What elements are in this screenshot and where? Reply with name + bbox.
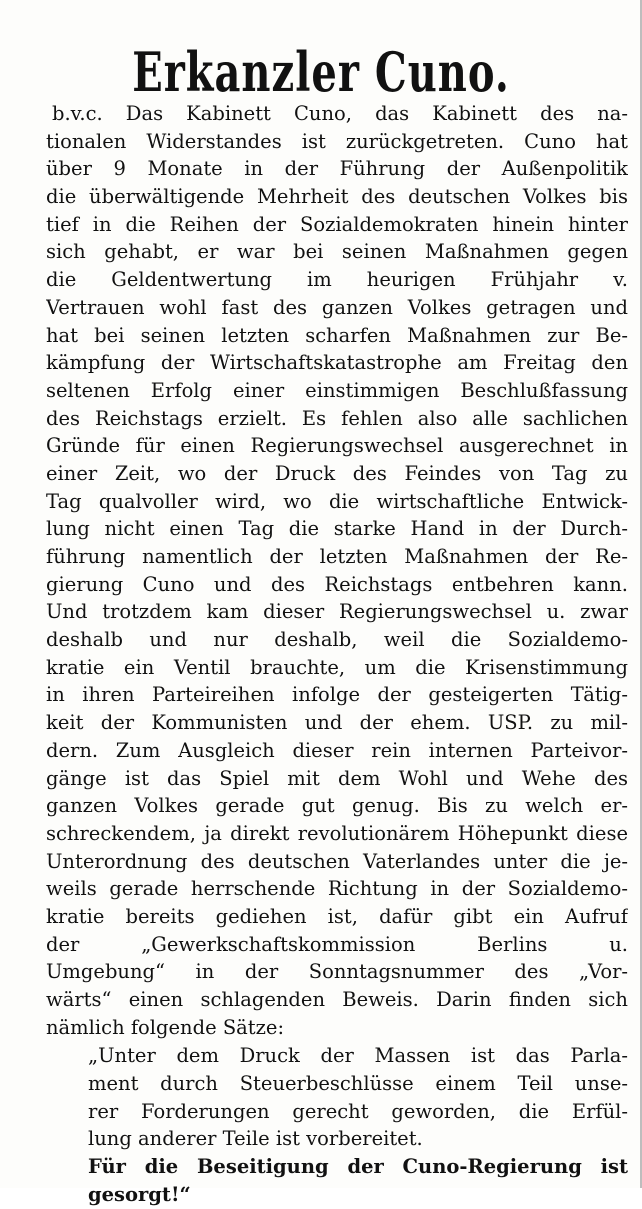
body-line: weils gerade herrschende Richtung in der Sozialdemo- [46, 877, 628, 901]
body-line: Vertrauen wohl fast des ganzen Volkes getragen und [46, 295, 628, 319]
body-line: seltenen Erfolg einer einstimmigen Beschlußfassung [46, 378, 628, 402]
body-line: gierung Cuno und des Reichstags entbehren kann. [46, 572, 628, 596]
body-line: Gründe für einen Regierungswechsel ausgerechnet in [46, 434, 628, 458]
body-line: Umgebung“ in der Sonntagsnummer des „Vor- [46, 960, 628, 984]
article-body [46, 100, 628, 1209]
body-line: schreckendem, ja direkt revolutionärem Höhepunkt diese [46, 821, 628, 845]
body-line: wärts“ einen schlagenden Beweis. Darin finden sich [46, 988, 628, 1011]
body-line: deshalb und nur deshalb, weil die Sozialdemo- [46, 628, 628, 652]
article-headline: Erkanzler Cuno. [132, 40, 510, 105]
quote-line: ment durch Steuerbeschlüsse einem Teil unse- [88, 1072, 628, 1096]
body-line: Und trotzdem kam dieser Regierungswechsel u. zwar [46, 600, 628, 624]
body-line: über 9 Monate in der Führung der Außenpolitik [46, 157, 628, 181]
body-line: kämpfung der Wirtschaftskatastrophe am Freitag den [46, 351, 628, 375]
quote-line: lung anderer Teile ist vorbereitet. [88, 1127, 423, 1151]
body-line: tief in die Reihen der Sozialdemokraten hinein hinter [46, 212, 628, 236]
body-line: hat bei seinen letzten scharfen Maßnahmen zur Be- [46, 323, 628, 347]
body-line: in ihren Parteireihen infolge der gesteigerten Tätig- [46, 683, 628, 707]
body-line: die überwältigende Mehrheit des deutschen Volkes bis [46, 185, 628, 209]
body-line: nämlich folgende Sätze: [46, 1015, 285, 1039]
quote-bold-line: gesorgt!“ [88, 1182, 191, 1206]
body-line: sich gehabt, er war bei seinen Maßnahmen gegen [46, 240, 628, 264]
body-line: die Geldentwertung im heurigen Frühjahr v. [46, 268, 628, 292]
quote-line: „Unter dem Druck der Massen ist das Parla- [88, 1044, 628, 1068]
body-line: keit der Kommunisten und der ehem. USP. zu mil- [46, 711, 628, 735]
body-line: führung namentlich der letzten Maßnahmen der Re- [46, 545, 628, 568]
body-line: ganzen Volkes gerade gut genug. Bis zu welch er- [46, 794, 628, 818]
body-line: b.v.c. Das Kabinett Cuno, das Kabinett des na- [52, 102, 628, 125]
body-line: des Reichstags erzielt. Es fehlen also alle sachlichen [46, 406, 628, 430]
body-line: kratie ein Ventil brauchte, um die Krisenstimmung [46, 655, 628, 679]
body-line: tionalen Widerstandes ist zurückgetreten. Cuno hat [46, 129, 628, 153]
quote-line: rer Forderungen gerecht geworden, die Erfül- [88, 1099, 628, 1123]
body-line: gänge ist das Spiel mit dem Wohl und Wehe des [46, 766, 628, 790]
body-line: kratie bereits gediehen ist, dafür gibt ein Aufruf [46, 904, 628, 928]
body-line: Unterordnung des deutschen Vaterlandes unter die je- [46, 849, 628, 873]
article-quote [46, 1042, 628, 1208]
body-line: einer Zeit, wo der Druck des Feindes von Tag zu [46, 461, 628, 485]
body-line: dern. Zum Ausgleich dieser rein internen Parteivor- [46, 738, 628, 762]
quote-bold-line: Für die Beseitigung der Cuno-Regierung ist [88, 1155, 628, 1179]
body-line: Tag qualvoller wird, wo die wirtschaftliche Entwick- [46, 489, 628, 513]
body-line: der „Gewerkschaftskommission Berlins u. [46, 932, 628, 956]
body-line: lung nicht einen Tag die starke Hand in der Durch- [46, 517, 628, 541]
